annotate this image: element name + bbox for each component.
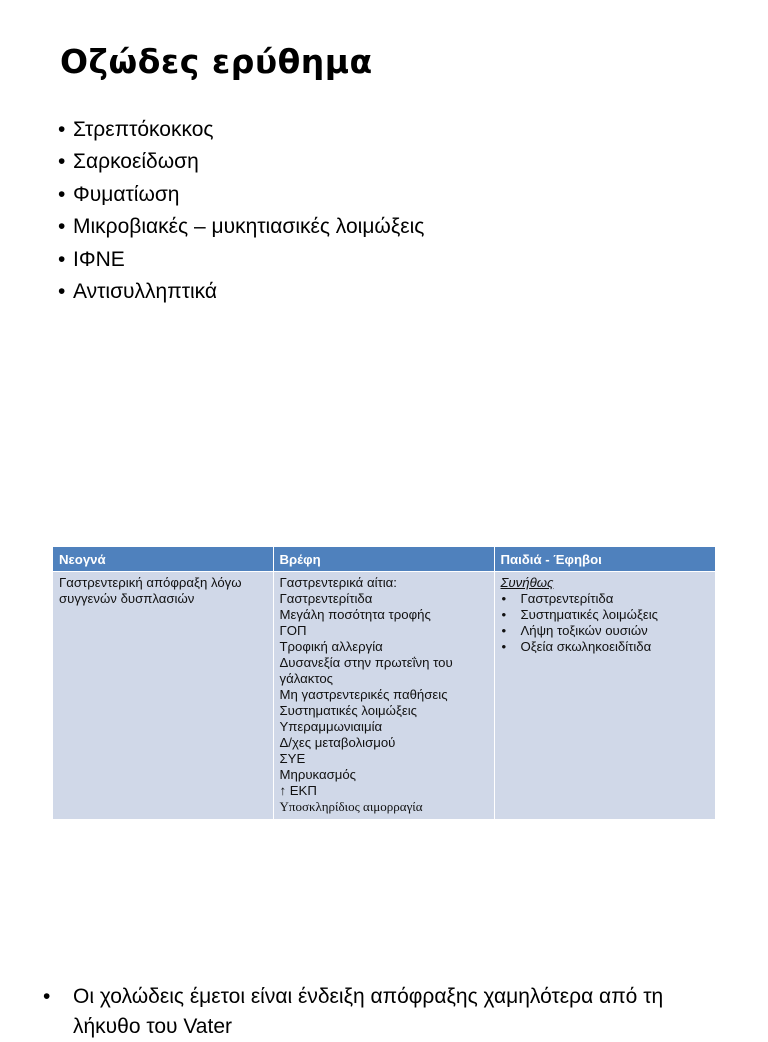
cell-text: Μη γαστρεντερικές παθήσεις xyxy=(279,687,448,702)
cell-text: Υποσκληρίδιος αιμορραγία xyxy=(279,799,423,814)
cell-text: Τροφική αλλεργία xyxy=(279,639,383,654)
cell-text: Μεγάλη ποσότητα τροφής xyxy=(279,607,431,622)
bullet-item: • Στρεπτόκοκκος xyxy=(58,114,424,146)
cell-text: Γαστρεντερική απόφραξη λόγω συγγενών δυσπλασιών xyxy=(59,575,242,606)
cell-text: Μηρυκασμός xyxy=(279,767,357,782)
cell-text: ↑ ΕΚΠ xyxy=(279,783,317,798)
cell-text: Δυσανεξία στην πρωτεΐνη του γάλακτος xyxy=(279,655,453,686)
bullet-item: • Αντισυλληπτικά xyxy=(58,276,424,308)
vomiting-causes-table xyxy=(53,547,715,819)
list-item: • Συστηματικές λοιμώξεις xyxy=(501,607,710,623)
cell-neonates xyxy=(53,572,273,820)
bullet-item: • Φυματίωση xyxy=(58,179,424,211)
cell-text: Γαστρεντερίτιδα xyxy=(279,591,373,606)
cell-subheading: Συνήθως xyxy=(500,575,554,590)
table-header-row xyxy=(53,547,715,572)
header-neonates: Νεογνά xyxy=(53,547,273,572)
cell-bullet-list xyxy=(501,591,710,655)
cell-text: Υπεραμμωνιαιμία xyxy=(279,719,383,734)
slide-title: Οζώδες ερύθημα xyxy=(60,42,373,81)
cell-infants xyxy=(273,572,494,820)
bullet-item: • ΙΦΝΕ xyxy=(58,244,424,276)
cell-text: Συστηματικές λοιμώξεις xyxy=(279,703,418,718)
bullet-list xyxy=(58,114,424,308)
cell-children-adolescents xyxy=(494,572,715,820)
cell-text: Γαστρεντερικά αίτια: xyxy=(279,575,397,590)
list-item: • Οξεία σκωληκοειδίτιδα xyxy=(501,639,710,655)
header-children-adolescents: Παιδιά - Έφηβοι xyxy=(494,547,715,572)
footer-bullet-text: • Οι χολώδεις έμετοι είναι ένδειξη απόφραξης χαμηλότερα από τη λήκυθο του Vater xyxy=(58,982,733,1042)
cell-text: Δ/χες μεταβολισμού xyxy=(279,735,396,750)
cell-text: ΓΟΠ xyxy=(279,623,307,638)
bullet-item: • Μικροβιακές – μυκητιασικές λοιμώξεις xyxy=(58,211,424,243)
table-row xyxy=(53,572,715,820)
cell-text: ΣΥΕ xyxy=(279,751,306,766)
bullet-item: • Σαρκοείδωση xyxy=(58,146,424,178)
list-item: • Γαστρεντερίτιδα xyxy=(501,591,710,607)
causes-table xyxy=(53,547,715,819)
header-infants: Βρέφη xyxy=(273,547,494,572)
list-item: • Λήψη τοξικών ουσιών xyxy=(501,623,710,639)
